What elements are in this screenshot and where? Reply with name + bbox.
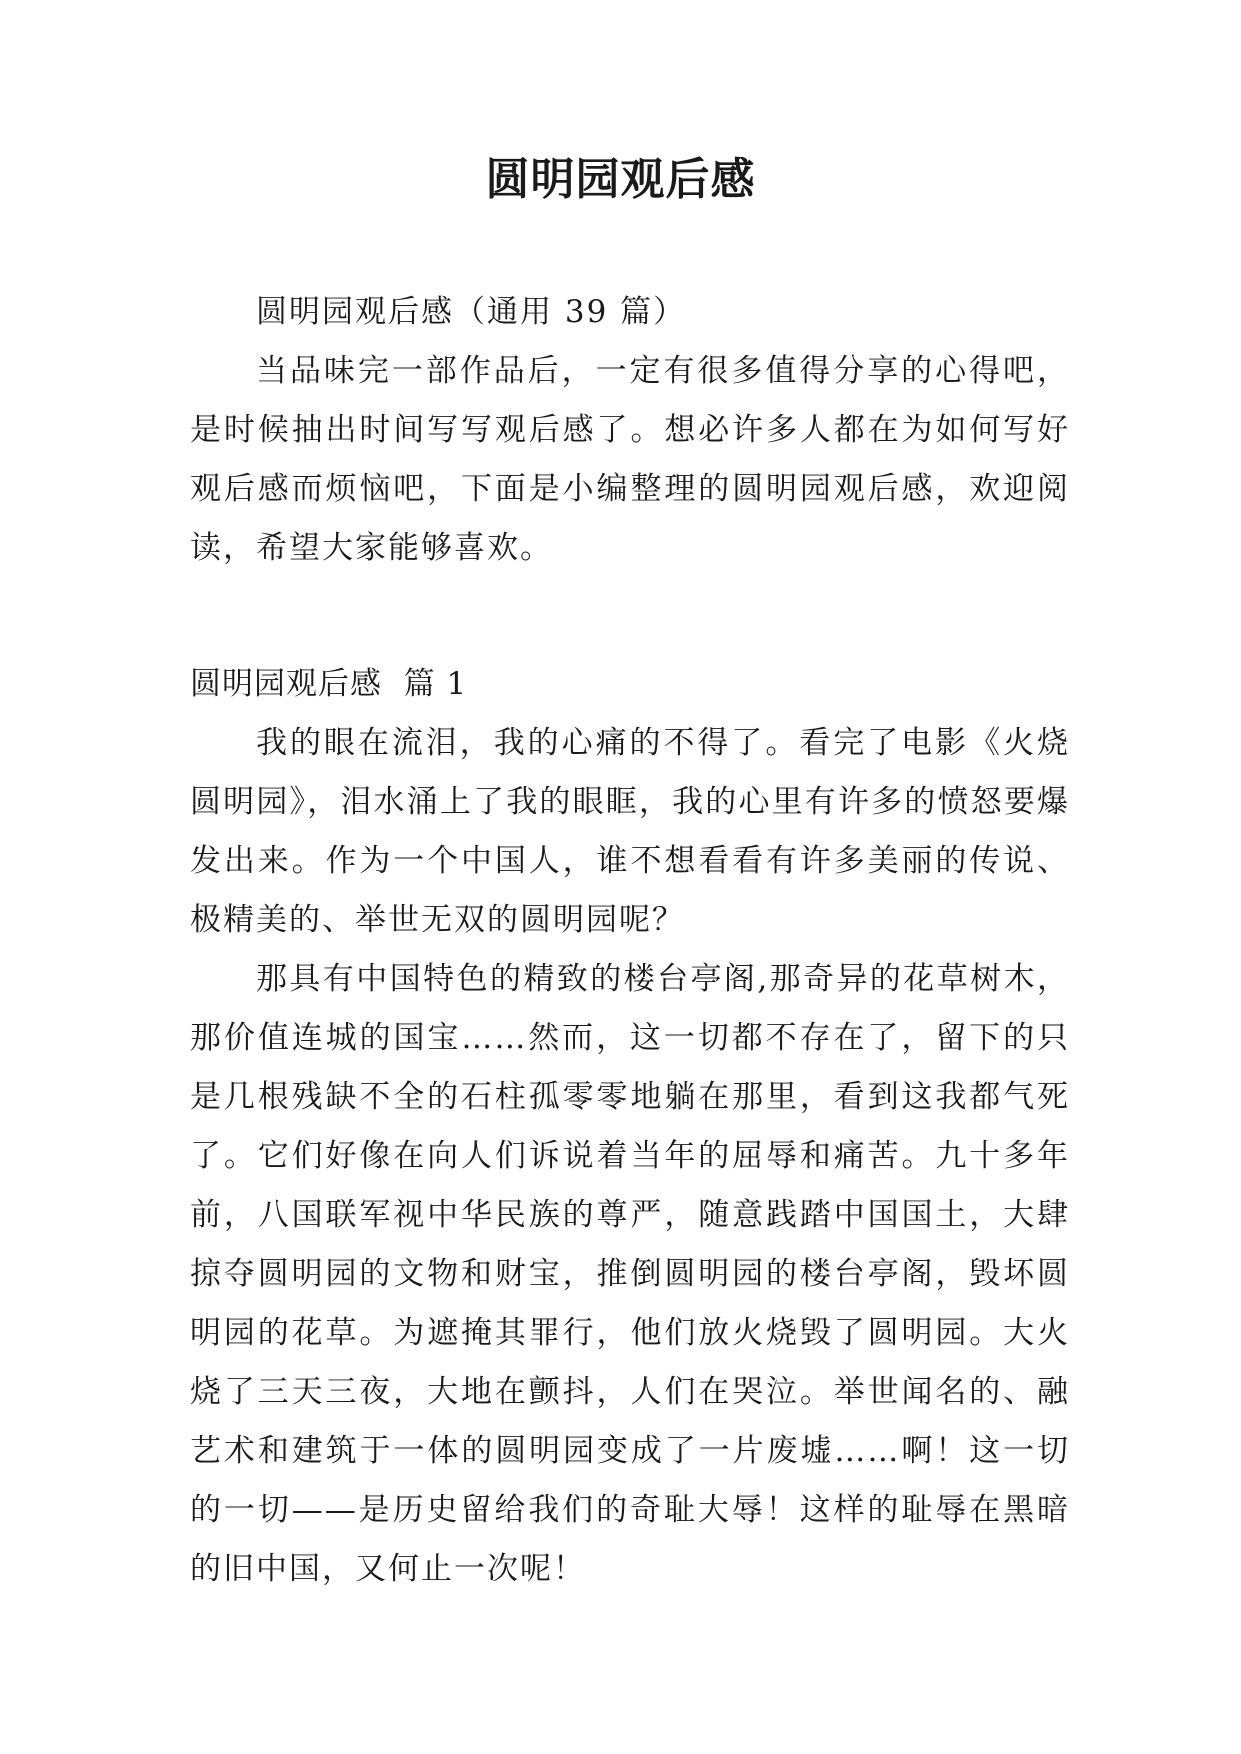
document-subtitle: 圆明园观后感（通用 39 篇）: [256, 294, 687, 330]
body-paragraph-1: 我的眼在流泪，我的心痛的不得了。看完了电影《火烧圆明园》，泪水涌上了我的眼眶，我的心里有许多的愤怒要爆发出来。作为一个中国人，谁不想看看有许多美丽的传说、极精美的、举世无双的圆明园呢？: [190, 725, 1070, 938]
body-paragraph-2: 那具有中国特色的精致的楼台亭阁,那奇异的花草树木，那价值连城的国宝……然而，这一切都不存在了，留下的只是几根残缺不全的石柱孤零零地躺在那里，看到这我都气死了。它们好像在向人们诉说着当年的屈辱和痛苦。九十多年前，八国联军视中华民族的尊严，随意践踏中国国土，大肆掠夺圆明园的文物和财宝，推倒圆明园的楼台亭阁，毁坏圆明园的花草。为遮掩其罪行，他们放火烧毁了圆明园。大火烧了三天三夜，大地在颤抖，人们在哭泣。举世闻名的、融艺术和建筑于一体的圆明园变成了一片废墟……啊！这一切的一切——是历史留给我们的奇耻大辱！这样的耻辱在黑暗的旧中国，又何止一次呢！: [190, 961, 1070, 1587]
section-spacer: [190, 578, 1070, 655]
section-heading: 圆明园观后感 篇 1: [190, 666, 468, 702]
document-title: 圆明园观后感: [485, 154, 756, 205]
document-body: [190, 283, 1070, 1599]
intro-paragraph: 当品味完一部作品后，一定有很多值得分享的心得吧，是时候抽出时间写写观后感了。想必许多人都在为如何写好观后感而烦恼吧，下面是小编整理的圆明园观后感，欢迎阅读，希望大家能够喜欢。: [190, 353, 1070, 566]
